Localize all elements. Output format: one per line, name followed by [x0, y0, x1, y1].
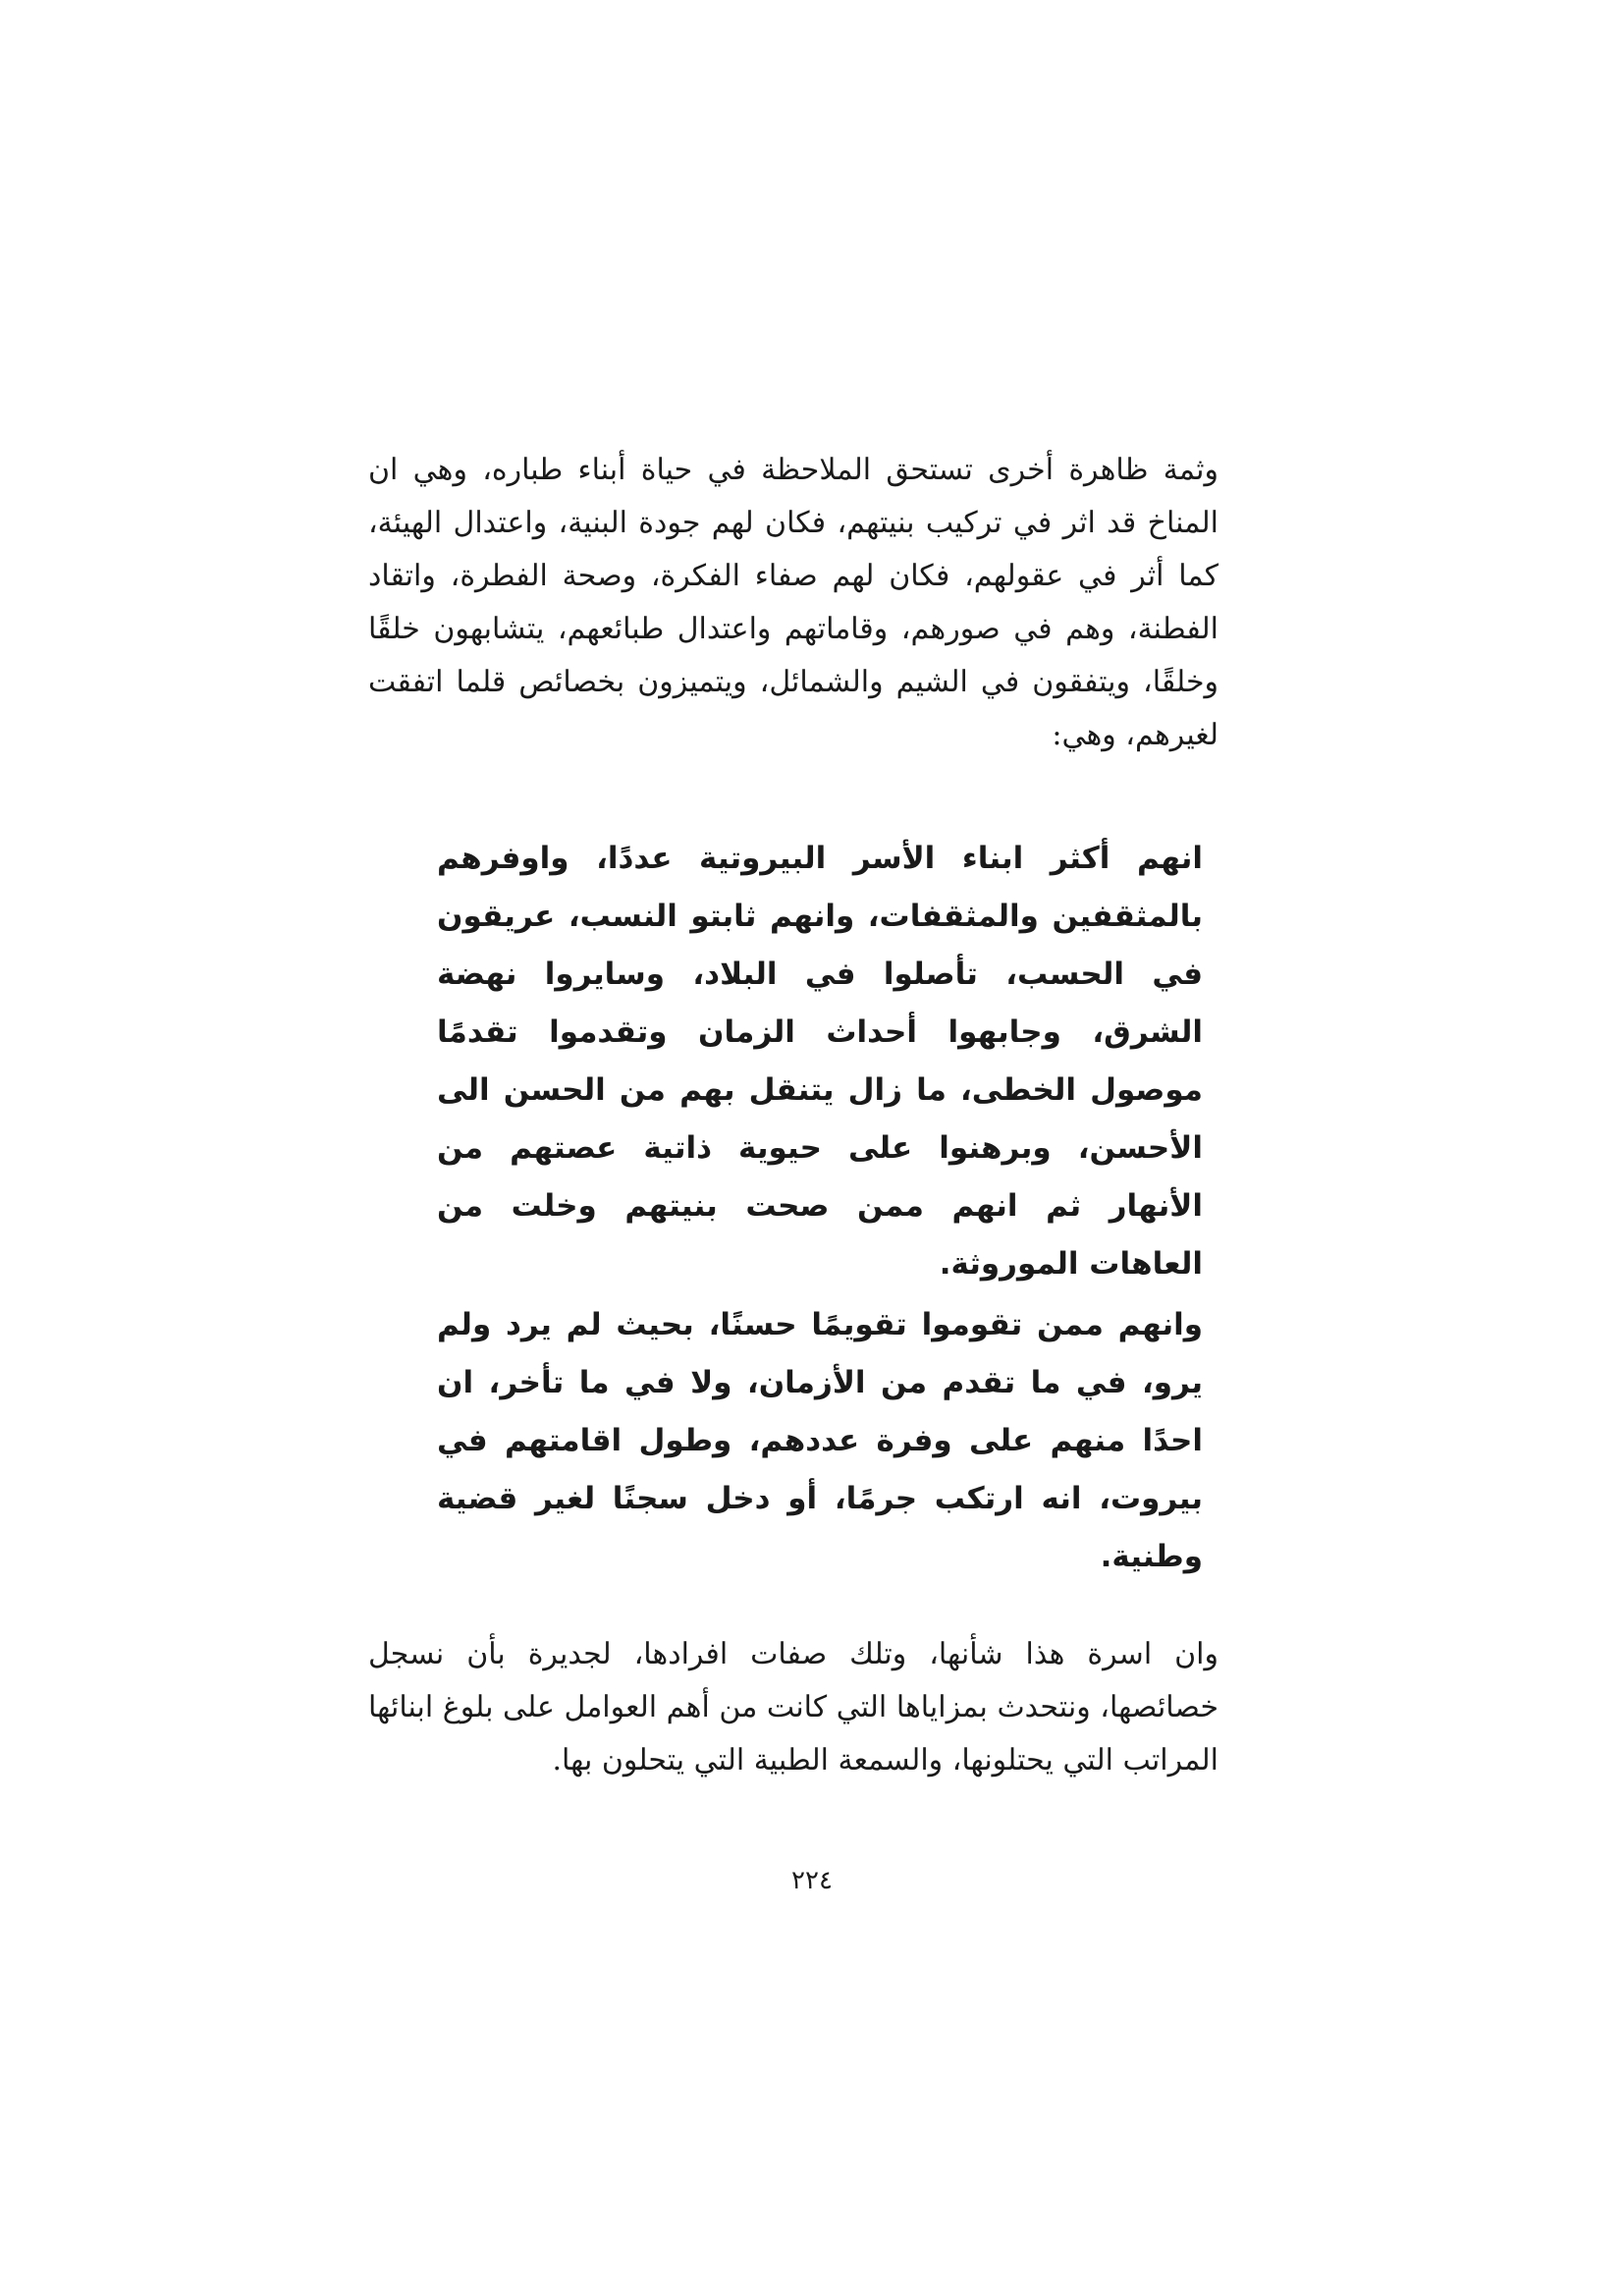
quote-paragraph-2: وانهم ممن تقوموا تقويمًا حسنًا، بحيث لم يرد ولم يرو، في ما تقدم من الأزمان، ولا في ما تأخر، ان احدًا منهم على وفرة عددهم، وطول اقامتهم في بيروت، انه ارتكب جرمًا، أو دخل سجنًا لغير قضية وطنية. [437, 1307, 1203, 1574]
closing-paragraph: وان اسرة هذا شأنها، وتلك صفات افرادها، لجديرة بأن نسجل خصائصها، ونتحدث بمزاياها التي كانت من أهم العوامل على بلوغ ابنائها المراتب التي يحتلونها، والسمعة الطبية التي يتحلون بها. [368, 1637, 1218, 1777]
intro-paragraph: وثمة ظاهرة أخرى تستحق الملاحظة في حياة أبناء طباره، وهي ان المناخ قد اثر في تركيب بنيتهم، فكان لهم جودة البنية، واعتدال الهيئة، كما أثر في عقولهم، فكان لهم صفاء الفكرة، وصحة الفطرة، واتقاد الفطنة، وهم في صورهم، وقاماتهم واعتدال طبائعهم، يتشابهون خلقًا وخلقًا، ويتفقون في الشيم والشمائل، ويتميزون بخصائص قلما اتفقت لغيرهم، وهي: [368, 453, 1218, 752]
quote-paragraph-1: انهم أكثر ابناء الأسر البيروتية عددًا، واوفرهم بالمثقفين والمثقفات، وانهم ثابتو النسب، عريقون في الحسب، تأصلوا في البلاد، وسايروا نهضة الشرق، وجابهوا أحداث الزمان وتقدموا تقدمًا موصول الخطى، ما زال يتنقل بهم من الحسن الى الأحسن، وبرهنوا على حيوية ذاتية عصتهم من الأنهار ثم انهم ممن صحت بنيتهم وخلت من العاهات الموروثة. [437, 841, 1203, 1282]
page-number: ٢٢٤ [791, 1866, 833, 1895]
